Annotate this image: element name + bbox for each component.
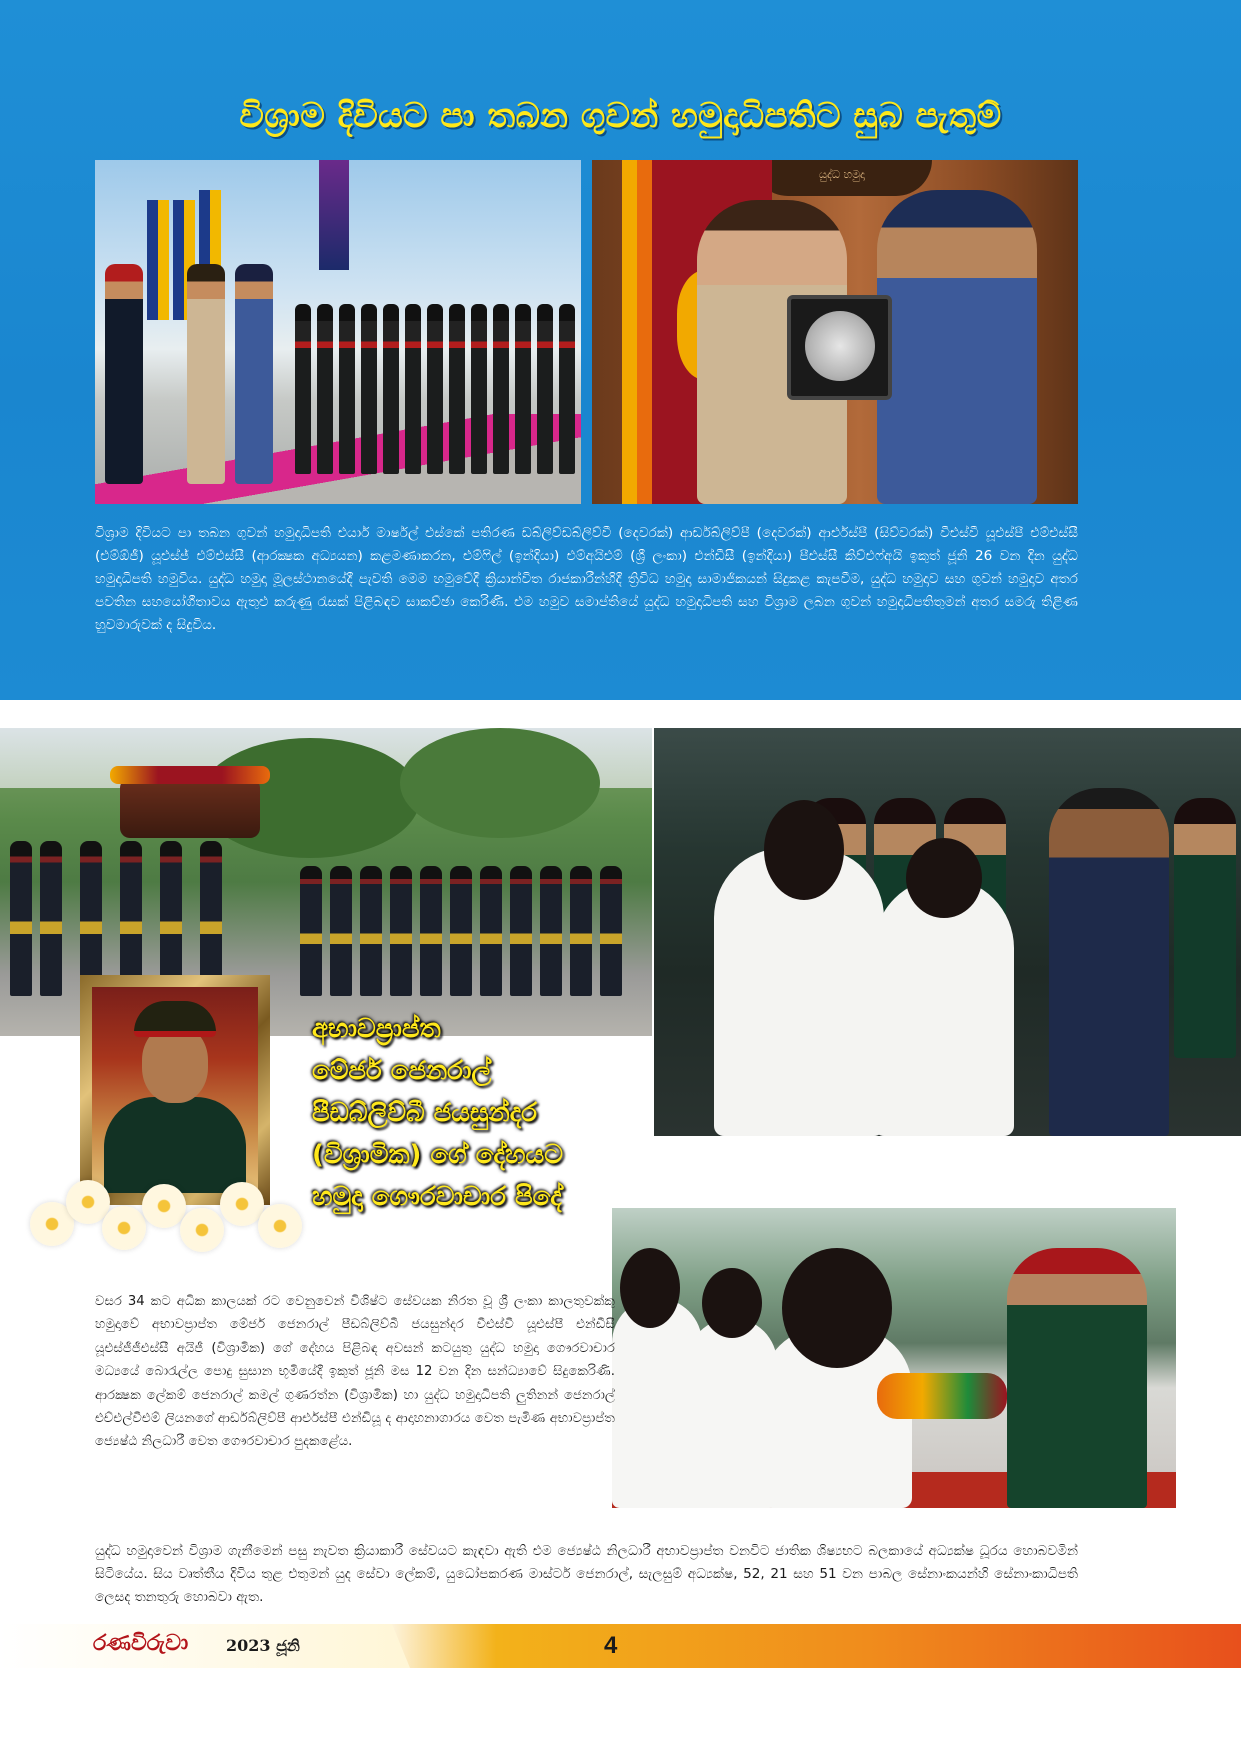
soldier-figure <box>515 304 531 474</box>
portrait-cap <box>134 1001 216 1037</box>
soldier-figure <box>339 304 355 474</box>
soldier-figure <box>480 866 502 996</box>
funeral-article-text: වසර 34 කට අධික කාලයක් රට වෙනුවෙන් විශිෂ්ට සේවයක නිරත වූ ශ්‍රී ලංකා කාලතුවක්කු හමුදාවේ අභාවප්‍රාප්ත මේජර් ජෙනරාල් පීඩබ්ලිව්බී ජයසුන්දර වීඑස්වී යූඑස්පී එන්ඩීසී යූඑස්ජීජීඑස්සී අයිජී (විශ්‍රාමික) ගේ දේහය පිළිබඳ අවසන් කටයුතු යුද්ධ හමුදා ගෞරවාචාර මධ්‍යයේ බොරැල්ල පොදු සුසාන භූමියේදී ඉකුත් ජූනි මස 12 වන දින සන්ධ්‍යාවේ සිදුකෙරිණි. ආරක්‍ෂක ලේකම් ජෙනරාල් කමල් ගුණරත්න (විශ්‍රාමික) හා යුද්ධ හමුදාධිපති ලුතිනන් ජෙනරාල් එච්එල්වීඑම් ලියනගේ ආර්ඩබ්ලිව්පී ආර්එස්පී එන්ඩියූ ද ආදාහනාගාරය වෙත පැමිණ අභාවප්‍රාප්ත ජ්‍යෙෂ්ඨ නිලධාරී වෙත ගෞරවාචාර පුදකළේය. <box>95 1294 615 1450</box>
pallbearer-figure <box>160 841 182 996</box>
pallbearer-figure <box>40 841 62 996</box>
soldier-figure <box>600 866 622 996</box>
soldier-figure <box>537 304 553 474</box>
soldier-figure <box>510 866 532 996</box>
tree-graphic <box>400 728 600 838</box>
memorial-title-line: පීඩබ්ලිව්බී ජයසුන්දර <box>312 1098 537 1128</box>
memorial-portrait <box>92 987 258 1193</box>
soldier-figure <box>390 866 412 996</box>
plaque-presentation-photo <box>592 160 1078 504</box>
soldier-figure <box>330 866 352 996</box>
soldier-figure <box>420 866 442 996</box>
folded-national-flag <box>877 1373 1007 1419</box>
page-footer <box>0 1624 1241 1668</box>
top-feature-section <box>0 0 1241 700</box>
officer-figure <box>1174 798 1236 1058</box>
soldier-figure <box>300 866 322 996</box>
soldier-figure <box>540 866 562 996</box>
issue-date: 2023 ජූනි <box>226 1636 300 1655</box>
commemorative-plaque <box>787 295 892 400</box>
flag-presentation-photo <box>612 1208 1176 1508</box>
mourner-hair <box>702 1268 762 1338</box>
feature-headline: විශ්‍රාම දිවියට පා තබන ගුවන් හමුදාධිපතිට සුබ පැතුම් <box>239 96 1002 136</box>
memorial-title-line: (විශ්‍රාමික) ගේ දේහයට <box>312 1140 563 1170</box>
frangipani-flowers <box>30 1172 330 1262</box>
flower-graphic <box>102 1206 146 1250</box>
pallbearer-figure <box>80 841 102 996</box>
pallbearer-figure <box>120 841 142 996</box>
officer-figure <box>105 264 143 484</box>
flag-draped-coffin <box>120 778 260 838</box>
flower-graphic <box>220 1182 264 1226</box>
flag-graphic <box>147 200 169 320</box>
dignitary-figure <box>1049 788 1169 1136</box>
soldier-figure <box>361 304 377 474</box>
flower-graphic <box>180 1208 224 1252</box>
soldier-figure <box>317 304 333 474</box>
footer-left-band <box>0 1624 410 1668</box>
presenting-officer-figure <box>1007 1248 1147 1508</box>
soldier-figure <box>360 866 382 996</box>
memorial-title-line: අභාවප්‍රාප්ත <box>312 1014 441 1044</box>
headquarters-sign: යුද්ධ හමුදා <box>752 160 932 196</box>
memorial-title-line: මේජර් ජෙනරාල් <box>312 1056 492 1086</box>
flag-graphic <box>319 160 349 270</box>
soldier-figure <box>449 304 465 474</box>
soldier-figure <box>471 304 487 474</box>
soldier-figure <box>405 304 421 474</box>
mourner-hair <box>782 1248 892 1368</box>
pallbearer-figure <box>200 841 222 996</box>
magazine-brand: රණවිරුවා <box>93 1630 189 1656</box>
mourning-family-photo <box>654 728 1241 1136</box>
memorial-portrait-frame <box>80 975 270 1205</box>
mourner-hair <box>906 838 982 918</box>
soldier-figure <box>450 866 472 996</box>
soldier-figure <box>383 304 399 474</box>
top-article-text: විශ්‍රාම දිවියට පා තබන ගුවන් හමුදාධිපති එයාර් මාර්ෂල් එස්කේ පතිරණ ඩබ්ලිව්ඩබ්ලිව්වී (දෙවරක්) ආර්ඩබ්ලිව්පී (දෙවරක්) ආර්එස්පී (සිව්වරක්) වීඑස්වී යූඑස්පී එම්එස්සී (එම්ඕජී) යූඑස්ජ් එම්එස්සී (ආරක්‍ෂක අධ්‍යයන) කළමණාකරන, එම්ෆිල් (ඉන්දියා) එම්අයිඑම් (ශ්‍රී ලංකා) එන්ඩීසී (ඉන්දියා) පීඑස්සී කිව්එෆ්අයි ඉකුත් ජූනි 26 වන දින යුද්ධ හමුදාධිපති හමුවිය. යුද්ධ හමුදා මූලස්ථානයේදී පැවති මෙම හමුවේදී ක්‍රියාන්විත රාජකාරීන්හිදී ත්‍රිවිධ හමුදා සාමාජිකයන් සිදුකළ කැපවීම, යුද්ධ හමුදාව සහ ගුවන් හමුදාව අතර පවතින සහයෝගීතාවය ඇතුළු කරුණු රැසක් පිළිබඳව සාකච්ඡා කෙරිණි. එම හමුව සමාප්තියේ යුද්ධ හමුදාධිපති සහ විශ්‍රාම ලබන ගුවන් හමුදාධිපතිතුමන් අතර සමරු තිළිණ හුවමාරුවක් ද සිදුවිය. <box>95 525 1078 633</box>
officer-figure <box>187 264 225 484</box>
flower-graphic <box>258 1204 302 1248</box>
air-force-commander-figure <box>877 190 1037 504</box>
soldier-figure <box>493 304 509 474</box>
mourner-hair <box>764 800 844 900</box>
soldier-figure <box>295 304 311 474</box>
soldier-figure <box>570 866 592 996</box>
page-number: 4 <box>604 1632 618 1659</box>
memorial-title <box>312 1008 652 1218</box>
pallbearer-figure <box>10 841 32 996</box>
funeral-article-closing-text: යුද්ධ හමුදාවෙන් විශ්‍රාම ගැනීමෙන් පසු නැවත ක්‍රියාකාරී සේවයට කැඳවා ඇති එම ජ්‍යෙෂ්ඨ නිලධාරී අභාවප්‍රාප්ත වනවිට ජාතික ශිෂ්‍යභට බලකායේ අධ්‍යක්ෂ ධූරය හොබවමින් සිටියේය. සිය වෘත්තීය දිවිය තුළ එතුමන් යුද සේවා ලේකම්, යුධෝපකරණ මාස්ටර් ජෙනරාල්, සැලසුම් අධ්‍යක්ෂ, 52, 21 සහ 51 වන පාබල සේනාංකයන්හි සේනාංකාධිපති ලෙසද තනතුරු හොබවා ඇත. <box>95 1543 1078 1605</box>
flower-graphic <box>142 1184 186 1228</box>
parade-inspection-photo <box>95 160 581 504</box>
mourner-hair <box>620 1248 680 1328</box>
soldier-figure <box>427 304 443 474</box>
memorial-title-line: හමුදා ගෞරවාචාර පිදේ <box>312 1182 562 1212</box>
officer-figure <box>235 264 273 484</box>
soldier-figure <box>559 304 575 474</box>
